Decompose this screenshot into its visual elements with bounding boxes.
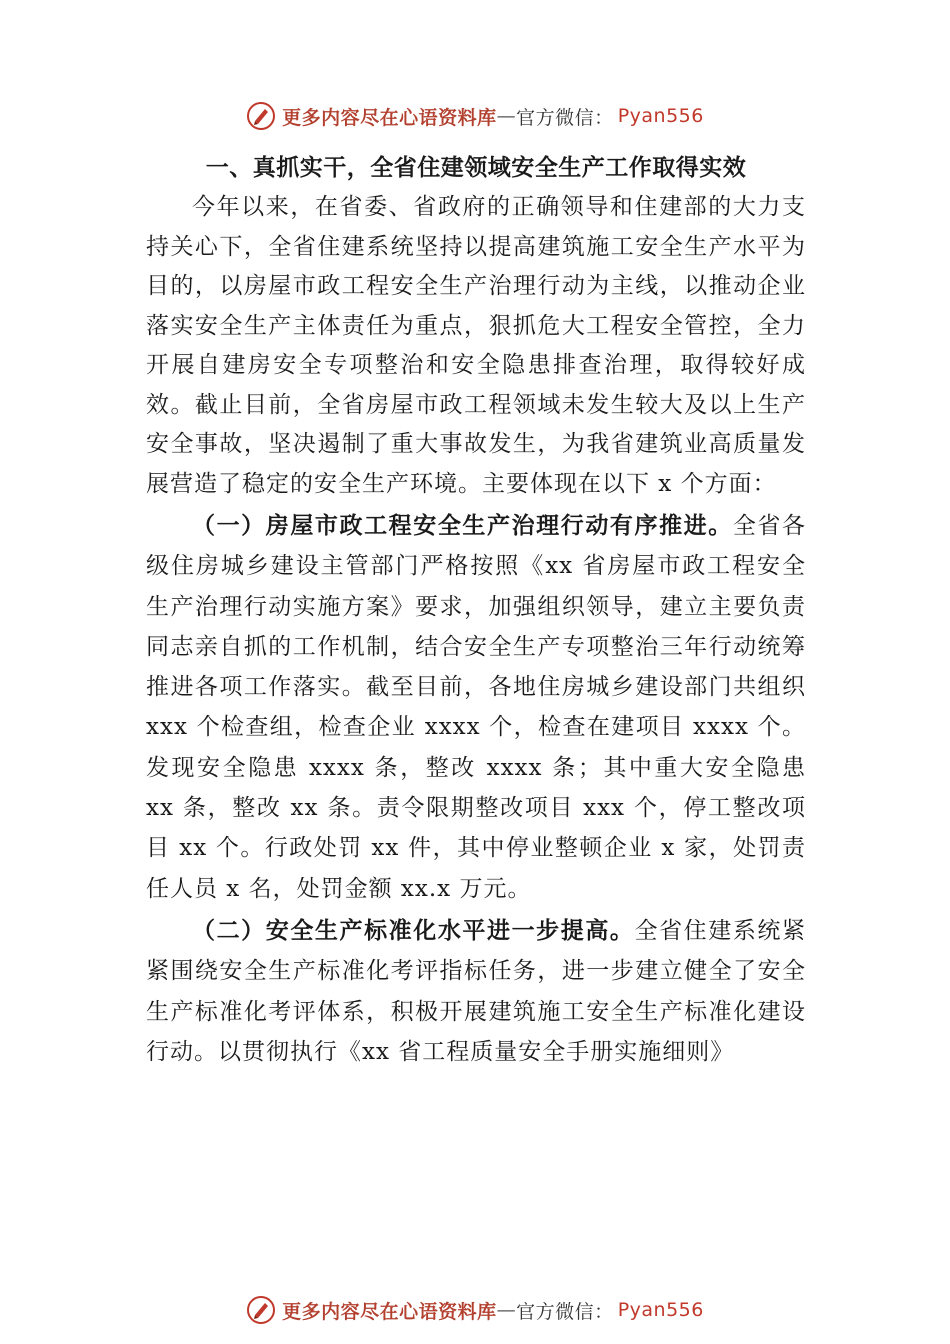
watermark-text: 更多内容尽在心语资料库 (282, 106, 497, 129)
paragraph-intro (146, 188, 806, 504)
document-body (146, 148, 806, 1072)
watermark-text: 更多内容尽在心语资料库 (282, 1300, 497, 1323)
paragraph-item-2 (146, 911, 806, 1072)
watermark-wechat-label: 官方微信： (516, 106, 614, 129)
paragraph-text: 全省各级住房城乡建设主管部门严格按照《xx 省房屋市政工程安全生产治理行动实施方案》要求，加强组织领导，建立主要负责同志亲自抓的工作机制，结合安全生产专项整治三年行动统筹推进各项工作落实。截至目前，各地住房城乡建设部门共组织 xxx 个检查组，检查企业 xxxx 个，检查在建项目 xxxx 个。发现安全隐患 xxxx 条，整改 xxxx 条；其中重大安全隐患 xx 条，整改 xx 条。责令限期整改项目 xxx 个，停工整改项目 xx 个。行政处罚 xx 件，其中停业整顿企业 x 家，处罚责任人员 x 名，处罚金额 xx.x 万元。 (146, 513, 807, 902)
paragraph-text: 全省住建系统紧紧围绕安全生产标准化考评指标任务，进一步建立健全了安全生产标准化考评体系，积极开展建筑施工安全生产标准化建设行动。以贯彻执行《xx 省工程质量安全手册实施细则》 (146, 917, 807, 1065)
watermark-separator: — (496, 1299, 517, 1321)
paragraph-subheading: （一）房屋市政工程安全生产治理行动有序推进。 (192, 512, 733, 539)
paragraph-text: 今年以来，在省委、省政府的正确领导和住建部的大力支持关心下，全省住建系统坚持以提高建筑施工安全生产水平为目的，以房屋市政工程安全生产治理行动为主线，以推动企业落实安全生产主体责任为重点，狠抓危大工程安全管控，全力开展自建房安全专项整治和安全隐患排查治理，取得较好成效。截止目前，全省房屋市政工程领域未发生较大及以上生产安全事故，坚决遏制了重大事故发生，为我省建筑业高质量发展营造了稳定的安全生产环境。主要体现在以下 x 个方面： (146, 194, 806, 497)
watermark-wechat-id: Pyan556 (617, 105, 704, 127)
watermark-wechat-label: 官方微信： (516, 1300, 614, 1323)
footer-watermark (0, 1290, 950, 1330)
paragraph-subheading: （二）安全生产标准化水平进一步提高。 (192, 916, 635, 944)
header-watermark (0, 96, 950, 136)
watermark-separator: — (496, 105, 517, 127)
section-heading: 一、真抓实干，全省住建领域安全生产工作取得实效 (205, 155, 747, 181)
paragraph-item-1 (146, 506, 806, 909)
pen-logo-icon (246, 101, 276, 131)
pen-logo-icon (246, 1295, 276, 1325)
watermark-wechat-id: Pyan556 (617, 1299, 704, 1321)
